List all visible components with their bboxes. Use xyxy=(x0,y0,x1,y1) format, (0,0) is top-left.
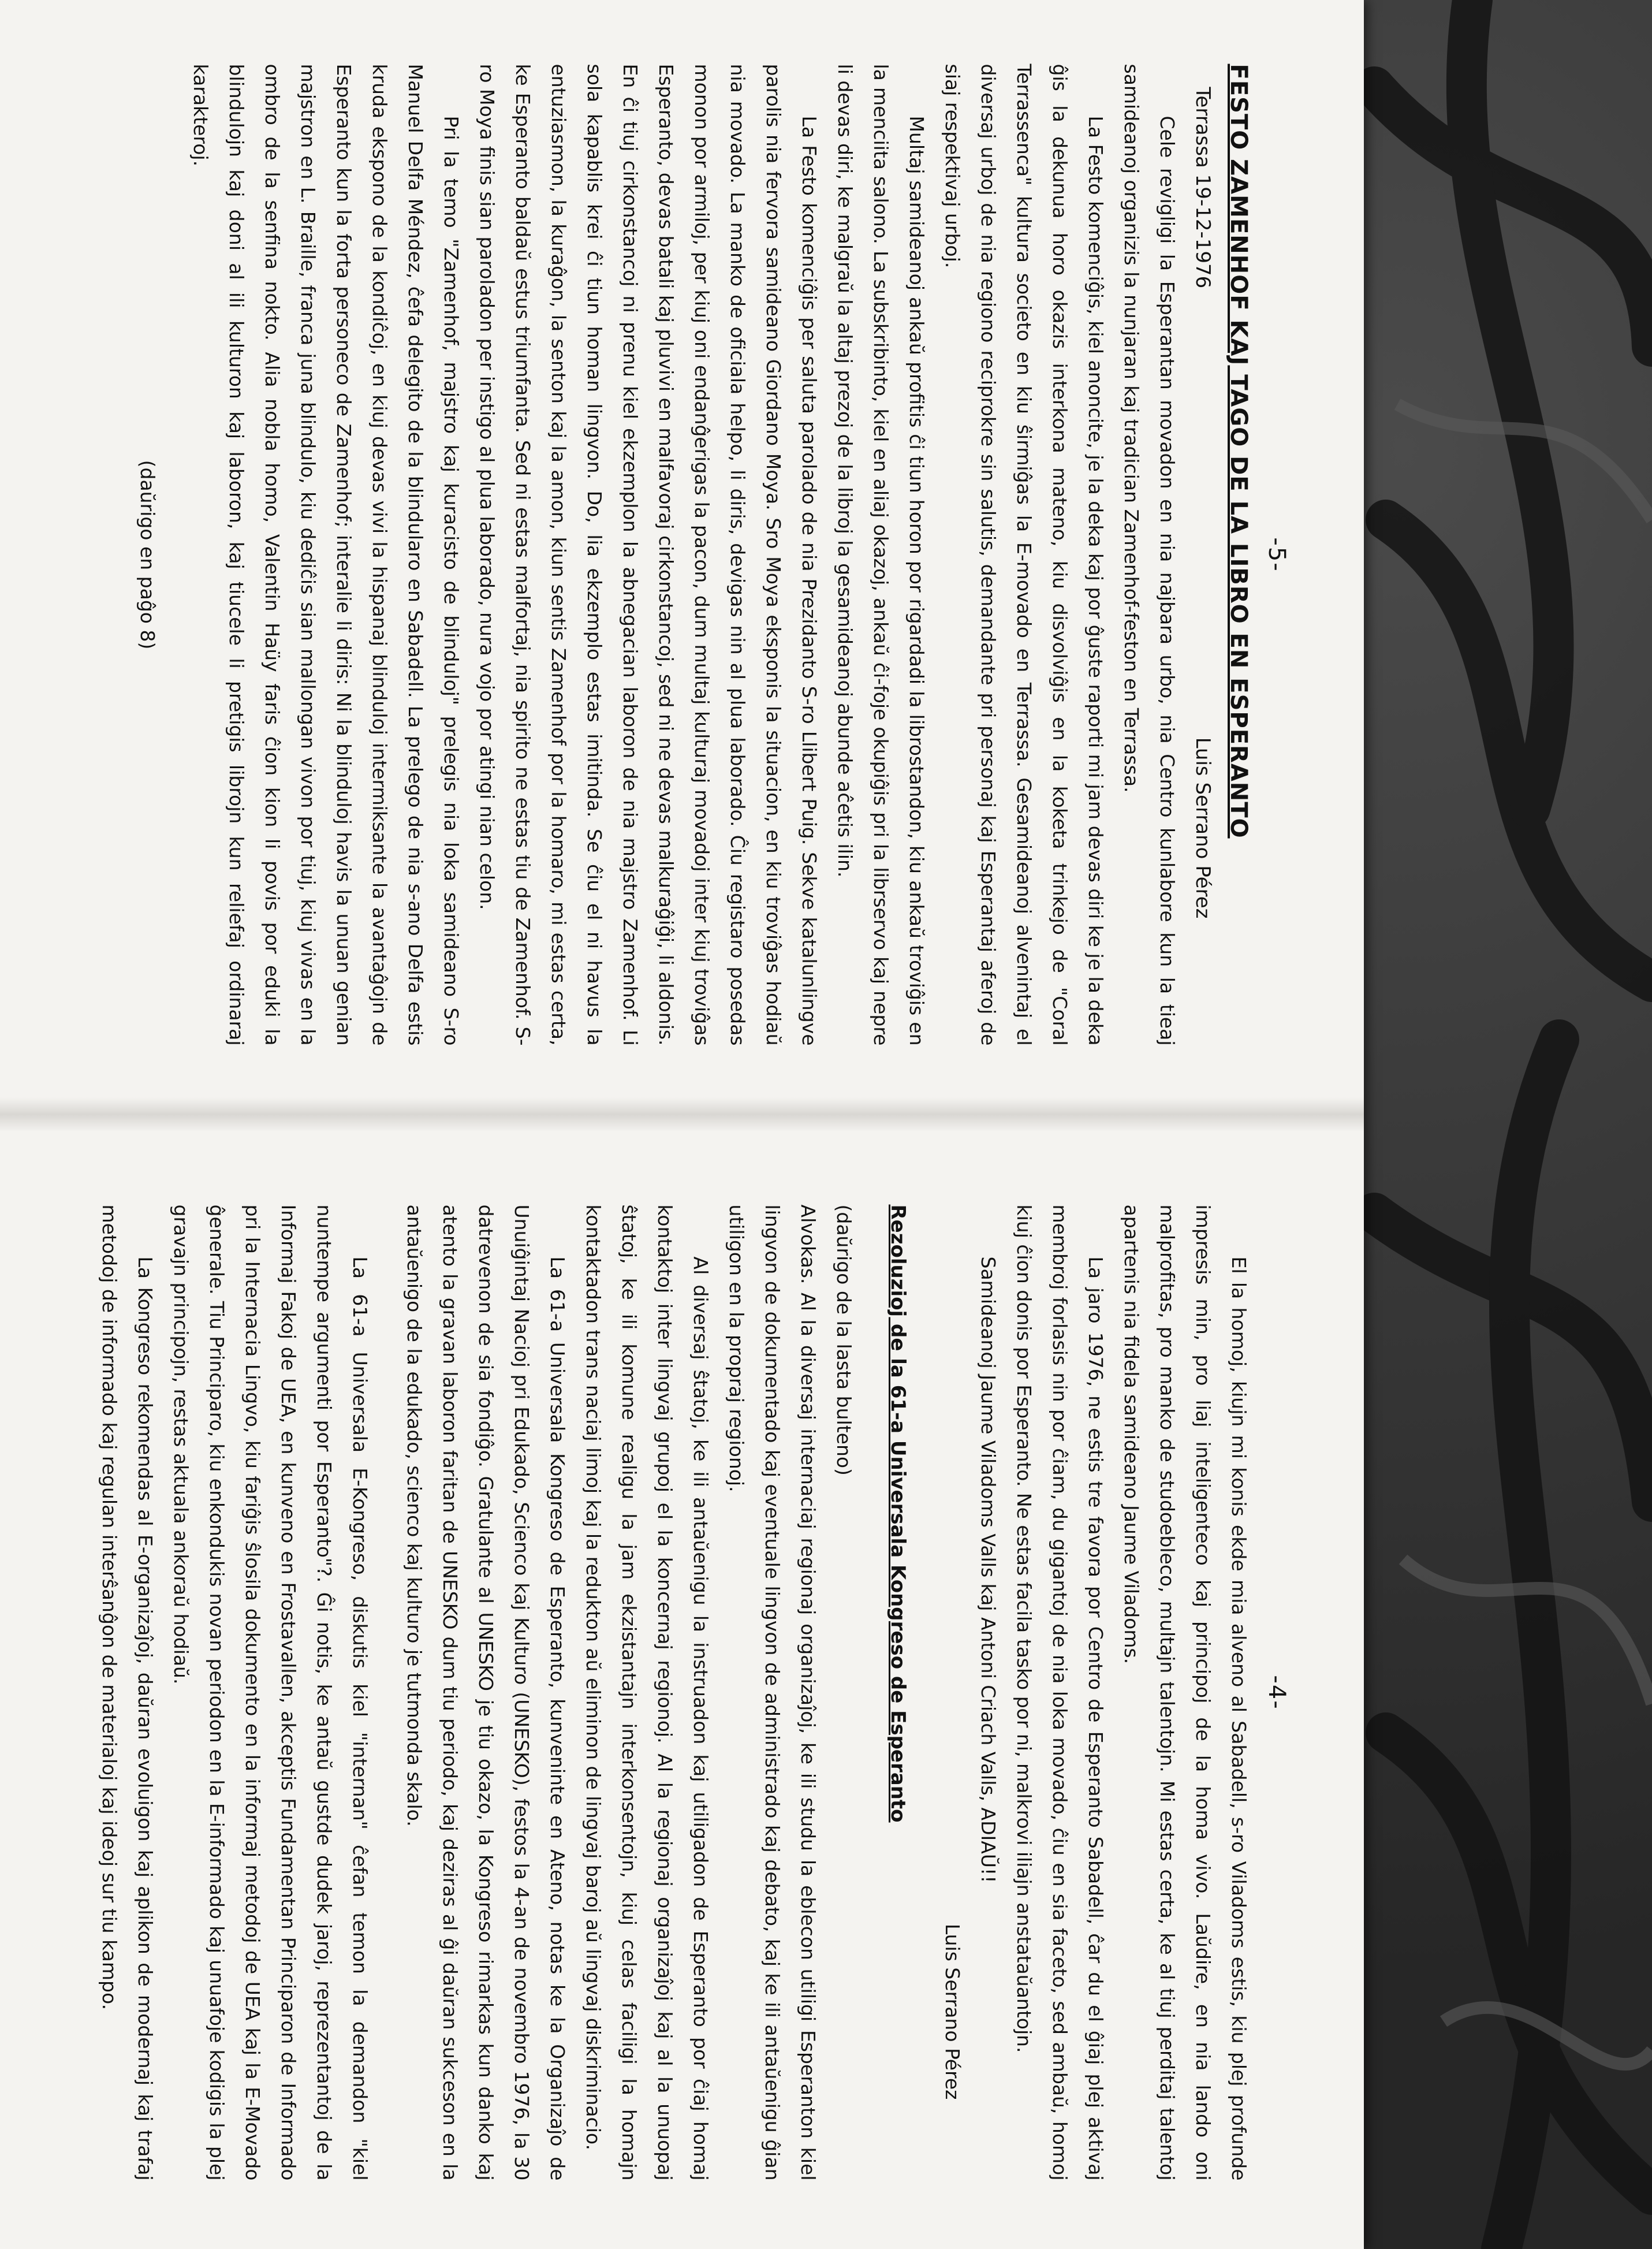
page-5-content xyxy=(129,64,1295,1045)
paragraph: La 61-a Universala E-Kongreso, diskutis kiel "internan" ĉefan temon la demandon "kiel nuntempe argumenti por Esperanto"?. Ĝi notis, ke antaŭ gustde dudek jaroj, reprezentantoj de la Informaj Fakoj de UEA, en kunveno en Frostavallen, akceptis Fundamentan Principaron de Informado pri la Internacia Lingvo, kiu fariĝis ŝlosila dokumento en la informaj metodoj de UEA kaj la E-Movado ĝenerale. Tiu Principaro, kiu enkondukis novan periodon en la E-informado kaj unuafoje kodigis la plej gravajn principojn, restas aktuala ankoraŭ hodiaŭ. xyxy=(170,1204,371,2180)
author: Luis Serrano Pérez xyxy=(1191,737,1214,918)
page-4-area xyxy=(0,1129,1364,2249)
spacer xyxy=(916,1204,934,2180)
booklet-fold xyxy=(0,1097,1364,1132)
page-4-content xyxy=(91,1204,1295,2180)
paragraph: Multaj samideanoj ankaŭ profitis ĉi tiun horon por rigardadi la librostandon, kiu ankaŭ troviĝis en la menciita salono. La subskribinto, kiel en aliaj okazoj, ankaŭ ĉi-foje okupiĝis pri la librservo kaj nepre li devas diri, ke malgraŭ la altaj prezoj de la libroj la gesamideanoj abunde aĉetis ilin. xyxy=(834,64,928,1045)
spacer xyxy=(862,1204,880,2180)
paragraph: Pri la temo "Zamenhof, majstro kaj kuracisto de blinduloj" prelegis nia loka samideano S-ro Manuel Delfa Méndez, ĉefa delegito de la blindularo en Sabadell. La prelego de nia s-ano Delfa estis kruda ekspono de la kondiĉoj, en kiuj devas vivi la hispanaj blinduloj intermiksante la avantaĝojn de Esperanto kun la forta personeco de Zamenhof; interalie li diris: Ni la blinduloj havis la unuan genian majstron en L. Braille, franca juna blindulo, kiu dediĉis sian mallongan vivon por tiuj, kiuj vivas en la ombro de la senfina nokto. Alia nobla homo, Valentin Haüy faris ĉion kion li povis por eduki la blindulojn kaj doni al ili kulturon kaj laboron, kaj tiucele li pretigis librojn kun reliefaj ordinaraj karakteroj. xyxy=(189,64,463,1045)
paragraph: La Festo komenciĝis per saluta parolado de nia Prezidanto S-ro Llibert Puig. Sekve katalunlingve parolis nia fervora samideano Giordano Moya. Sro Moya eksponis la situacion, en kiu troviĝas hodiaŭ nia movado. La manko de oficiala helpo, li diris, devigas nin al plua laborado. Ĉiu registaro posedas monon por armiloj, per kiuj oni endanĝerigas la pacon, dum multaj kulturaj movadoj inter kiuj troviĝas Esperanto, devas batali kaj pluvivi en malfavoraj cirkonstancoj, sed ni ne devas malkuraĝiĝi, li aldonis. En ĉi tiuj cirkonstancoj ni prenu kiel ekzemplon la abnegacian laboron de nia majstro Zamenhof. Li sola kapablis krei ĉi tiun homan lingvon. Do, lia ekzemplo estas imitinda. Se ĉiu el ni havus la entuziasmon, la kuraĝon, la senton kaj la amon, kiun sentis Zamenhof por la homaro, mi estas certa, ke Esperanto baldaŭ estus triumfanta. Sed ni estas malfortaj, nia spirito ne estas tiu de Zamenhof. S-ro Moya finis sian paroladon per instigo al plua laborado, nura vojo por atingi nian celon. xyxy=(476,64,821,1045)
paragraph: El la homoj, kiujn mi konis ekde mia alveno al Sabadell, s-ro Viladoms estis, kiu plej profunde impresis min, pro liaj inteligenteco kaj principoj de la homa vivo. Laŭdire, en nia lando oni malprofitas, pro manko de studoebleco, multajn talentojn. Mi estas certa, ke al tiuj perditaj talentoj apartenis nia fidela samideano Jaume Viladoms. xyxy=(1120,1204,1250,2180)
page-5-area xyxy=(0,0,1364,1100)
paragraph: Alvokas. Al la diversaj internaciaj regionaj organizaĵoj, ke ili studu la eblecon utiligi Esperanton kiel lingvon de dokumentado kaj eventuale lingvon de administrado kaj debato, kaj ke ili antaŭenigu ĝian utiligon en la propraj regionoj. xyxy=(725,1204,819,2180)
article-title: FESTO ZAMENHOF KAJ TAGO DE LA LIBRO EN ESPERANTO xyxy=(1225,64,1252,839)
byline xyxy=(1185,64,1221,1045)
continuation-note: (daŭrigo en paĝo 8) xyxy=(136,460,159,649)
page-number: -5- xyxy=(1263,537,1290,572)
paragraph: La 61-a Universala Kongreso de Esperanto, kunveninte en Ateno, notas ke la Organizaĵo de Unuiĝintaj Nacioj pri Edukado, Scienco kaj Kulturo (UNESKO), festos la 4-an de novembro 1976, la 30 datrevenon de sia fondiĝo. Gratulante al UNESKO je tiu okazo, la Kongreso rimarkas kun danko kaj atento la gravan laboron faritan de UNESKO dum tiu periodo, kaj deziras al ĝi daŭran sukceson en la antaŭenigo de la edukado, scienco kaj kulturo je tutmonda skalo. xyxy=(403,1204,569,2180)
page-4 xyxy=(0,1129,1364,2249)
paragraph: Al diversaj ŝtatoj, ke ili antaŭenigu la instruadon kaj utiligadon de Esperanto por ĉiaj homaj kontaktoj inter lingvaj grupoj el la koncernaj regionoj. Al la regionaj organizaĵoj kaj al la unuopaj ŝtatoj, ke ili komune realigu la jam ekzistantajn interkonsentojn, kiuj celas faciligi la homajn kontaktadon trans naciaj limoj kaj la redukton aŭ eliminon de lingvaj baroj aŭ lingvaj diskriminacio. xyxy=(582,1204,712,2180)
author: Luis Serrano Pérez xyxy=(941,1923,964,2099)
section-heading: Rezoluzioj de la 61-a Universala Kongreso de Esperanto xyxy=(886,1204,909,1823)
paragraph: (daŭrigo de la lasta bulteno) xyxy=(833,1204,855,1476)
page-5 xyxy=(0,0,1364,1100)
page-number: -4- xyxy=(1263,1674,1290,1710)
spacer xyxy=(378,1204,396,2180)
paragraph: La jaro 1976, ne estis tre favora por Centro de Esperanto Sabadell, ĉar du el ĝiaj plej aktivaj membroj forlasis nin por ĉiam, du gigantoj de nia loka movado, ĉiu en sia faceto, sed ambaŭ, homoj kiuj ĉion donis por Esperanto. Ne estas facila tasko por ni, malkrovi iliajn anstataŭantojn. xyxy=(1013,1204,1107,2180)
paragraph: La Festo komenciĝis, kiel anoncite, je la deka kaj por ĝuste raporti mi jam devas diri ke je la deka ĝis la dekunua horo okazis interkona mateno, kiu disvolviĝis en la koketa trinkejo de "Coral Terrassenca" kultura societo en kiu ŝirmiĝas la E-movado en Terrassa. Gesamideanoj alvenintaj el diversaj urboj de nia regiono reciprokre sin salutis, demandante pri personaj kaj Esperantaj aferoj de siaj respektivaj urboj. xyxy=(941,64,1107,1045)
place-date: Terrassa 19-12-1976 xyxy=(1191,87,1214,288)
paragraph: Cele revigligi la Esperantan movadon en nia najbara urbo, nia Centro kunlabore kun la tieaj samideanoj organizis la nunjaran kaj tradician Zamenhof-feston en Terrassa. xyxy=(1120,64,1179,1045)
farewell-line: Samideanoj Jaume Viladoms Valls kaj Antoni Criach Valls, ADIAŬ!! xyxy=(977,1256,1000,1883)
paragraph: La Kongreso rekomendas al E-organizaĵoj, daŭran evoluigon kaj aplikon de modernaj kaj trafaj metodoj de informado kaj regulan interŝanĝon de materialoj kaj ideoj sur tiu kampo. xyxy=(98,1204,156,2180)
